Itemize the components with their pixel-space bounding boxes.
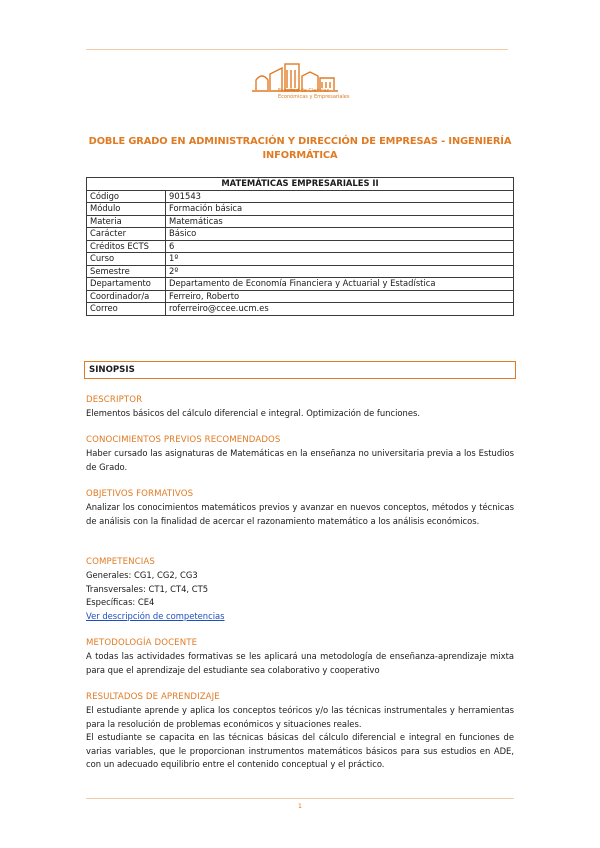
row-value: 1º bbox=[166, 253, 514, 266]
course-info-table bbox=[86, 177, 514, 316]
metodologia-section bbox=[86, 637, 514, 677]
table-row bbox=[87, 203, 514, 216]
faculty-logo-text bbox=[278, 88, 358, 100]
conocimientos-section bbox=[86, 434, 514, 474]
table-row bbox=[87, 278, 514, 291]
competencias-section bbox=[86, 556, 514, 623]
row-value: Básico bbox=[166, 228, 514, 241]
table-row bbox=[87, 215, 514, 228]
row-label: Correo bbox=[87, 303, 166, 316]
resultados-section bbox=[86, 691, 514, 771]
row-label: Carácter bbox=[87, 228, 166, 241]
metodologia-text: A todas las actividades formativas se les aplicará una metodología de enseñanza-aprendizaje mixta para que el aprendizaje del estudiante sea colaborativo y cooperativo bbox=[86, 651, 514, 675]
page-number: 1 bbox=[297, 802, 303, 810]
degree-title-line-1: DOBLE GRADO EN ADMINISTRACIÓN Y DIRECCIÓN DE EMPRESAS - INGENIERÍA bbox=[88, 136, 512, 147]
table-row bbox=[87, 190, 514, 203]
degree-title-line-2: INFORMÁTICA bbox=[262, 149, 338, 161]
competencias-heading: COMPETENCIAS bbox=[86, 557, 155, 567]
competencias-transversales: Transversales: CT1, CT4, CT5 bbox=[86, 583, 209, 594]
objetivos-text: Analizar los conocimientos matemáticos previos y avanzar en nuevos conceptos, métodos y técnicas de análisis con la finalidad de acercar el razonamiento matemático a los análisis económicos. bbox=[86, 502, 514, 526]
row-value: Ferreiro, Roberto bbox=[166, 290, 514, 303]
resultados-heading: RESULTADOS DE APRENDIZAJE bbox=[86, 692, 220, 702]
row-label: Curso bbox=[87, 253, 166, 266]
resultados-text-1: El estudiante aprende y aplica los conceptos teóricos y/o las técnicas instrumentales y herramientas para la resolución de problemas económicos y situaciones reales. bbox=[86, 705, 514, 729]
footer-divider bbox=[86, 798, 514, 799]
objetivos-heading: OBJETIVOS FORMATIVOS bbox=[86, 489, 194, 499]
table-row bbox=[87, 290, 514, 303]
competencias-especificas: Específicas: CE4 bbox=[86, 597, 155, 608]
descriptor-text: Elementos básicos del cálculo diferencial e integral. Optimización de funciones. bbox=[86, 408, 421, 419]
metodologia-heading: METODOLOGÍA DOCENTE bbox=[86, 638, 198, 648]
course-name: MATEMÁTICAS EMPRESARIALES II bbox=[87, 178, 514, 191]
sinopsis-section-box bbox=[84, 361, 516, 379]
table-row bbox=[87, 253, 514, 266]
competencias-link[interactable]: Ver descripción de competencias bbox=[86, 610, 225, 621]
sinopsis-heading: SINOPSIS bbox=[89, 365, 135, 375]
header-divider bbox=[86, 49, 508, 50]
row-value: Formación básica bbox=[166, 203, 514, 216]
row-label: Módulo bbox=[87, 203, 166, 216]
row-label: Materia bbox=[87, 215, 166, 228]
logo-line-2: Económicas y Empresariales bbox=[278, 94, 350, 100]
row-value: 6 bbox=[166, 240, 514, 253]
table-row bbox=[87, 240, 514, 253]
row-value: Matemáticas bbox=[166, 215, 514, 228]
conocimientos-heading: CONOCIMIENTOS PREVIOS RECOMENDADOS bbox=[86, 435, 281, 445]
row-value: 2º bbox=[166, 265, 514, 278]
descriptor-heading: DESCRIPTOR bbox=[86, 395, 143, 405]
faculty-logo-icon bbox=[252, 58, 352, 116]
resultados-text-2: El estudiante se capacita en las técnicas básicas del cálculo diferencial e integral en funciones de varias variables, que le proporcionan instrumentos matemáticos básicos para sus estudios en ADE, con un adecuado equilibrio entre el contenido conceptual y el práctico. bbox=[86, 732, 514, 770]
email-value: roferreiro@ccee.ucm.es bbox=[166, 303, 514, 316]
row-value: Departamento de Economía Financiera y Actuarial y Estadística bbox=[166, 278, 514, 291]
degree-title bbox=[86, 135, 514, 162]
conocimientos-text: Haber cursado las asignaturas de Matemáticas en la enseñanza no universitaria previa a los Estudios de Grado. bbox=[86, 448, 514, 472]
row-label: Créditos ECTS bbox=[87, 240, 166, 253]
table-row bbox=[87, 228, 514, 241]
table-header-row bbox=[87, 178, 514, 191]
row-label: Código bbox=[87, 190, 166, 203]
descriptor-section bbox=[86, 394, 514, 421]
competencias-generales: Generales: CG1, CG2, CG3 bbox=[86, 570, 198, 581]
logo-line-1: Facultad de Ciencias bbox=[278, 88, 330, 94]
table-row bbox=[87, 265, 514, 278]
row-label: Semestre bbox=[87, 265, 166, 278]
row-label: Coordinador/a bbox=[87, 290, 166, 303]
table-row bbox=[87, 303, 514, 316]
row-value: 901543 bbox=[166, 190, 514, 203]
row-label: Departamento bbox=[87, 278, 166, 291]
objetivos-section bbox=[86, 488, 514, 528]
